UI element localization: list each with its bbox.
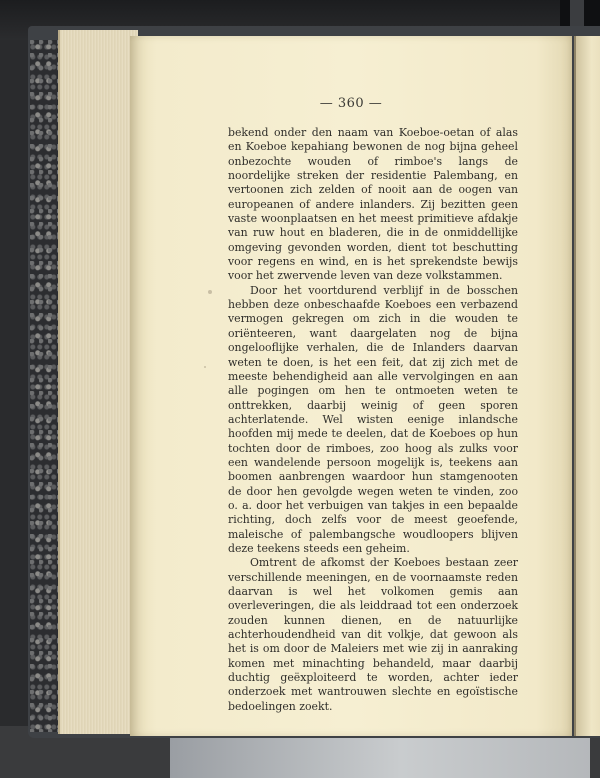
paragraph-3: Omtrent de afkomst der Koeboes bestaan zeer verschillende meeningen, en de voornaamste reden daarvan is wel het volkomen gemis aan overleveringen, die als leiddraad tot een onderzoek zouden kunnen dienen, en de natuurlijke achterhoudendheid van dit volkje, dat gewoon als het is om door de Maleiers met wie zij in aanraking komen met minachting behandeld, maar daarbij duchtig geëxploiteerd te worden, achter ieder onderzoek met wantrouwen slechte en egoïstische bedoelingen zoekt. [228, 556, 518, 713]
ink-speck [204, 366, 206, 368]
ink-speck [208, 290, 212, 294]
page-block-edge [58, 30, 138, 734]
paragraph-1: bekend onder den naam van Koeboe-oetan of alas en Koeboe kepahiang bewonen de nog bijna geheel onbezochte wouden of rimboe's langs de noordelijke streken der residentie Palembang, en vertoonen zich zelden of nooit aan de oogen van europeanen of andere inlanders. Zij bezitten geen vaste woonplaatsen en het meest primitieve afdakje van ruw hout en bladeren, die in de onmiddellijke omgeving gevonden worden, dient tot beschutting voor regens en wind, en is het sprekendste bewijs voor het zwervende leven van deze volkstammen. [228, 126, 518, 283]
page-body-text [228, 126, 518, 714]
page-number: — 360 — [319, 96, 383, 111]
paragraph-2: Door het voortdurend verblijf in de bosschen hebben deze onbeschaafde Koeboes een verbazend vermogen gekregen om zich in die wouden te oriënteeren, want daargelaten nog de bijna ongelooflijke verhalen, die de Inlanders daarvan weten te doen, is het een feit, dat zij zich met de meeste behendigheid aan alle vervolgingen en aan alle pogingen om hen te ontmoeten weten te onttrekken, daarbij weinig of geen sporen achterlatende. Wel wisten eenige inlandsche hoofden mij mede te deelen, dat de Koeboes op hun tochten door de rimboes, zoo hoog als zulks voor een wandelende persoon mogelijk is, teekens aan boomen aanbrengen waardoor hun stamgenooten de door hen gevolgde wegen weten te vinden, zoo o. a. door het verbuigen van takjes in een bepaalde richting, doch zelfs voor de meest geoefende, maleische of palembangsche woudloopers blijven deze teekens steeds een geheim. [228, 283, 518, 555]
scanner-bed [170, 736, 590, 778]
facing-page-edge [574, 36, 600, 736]
